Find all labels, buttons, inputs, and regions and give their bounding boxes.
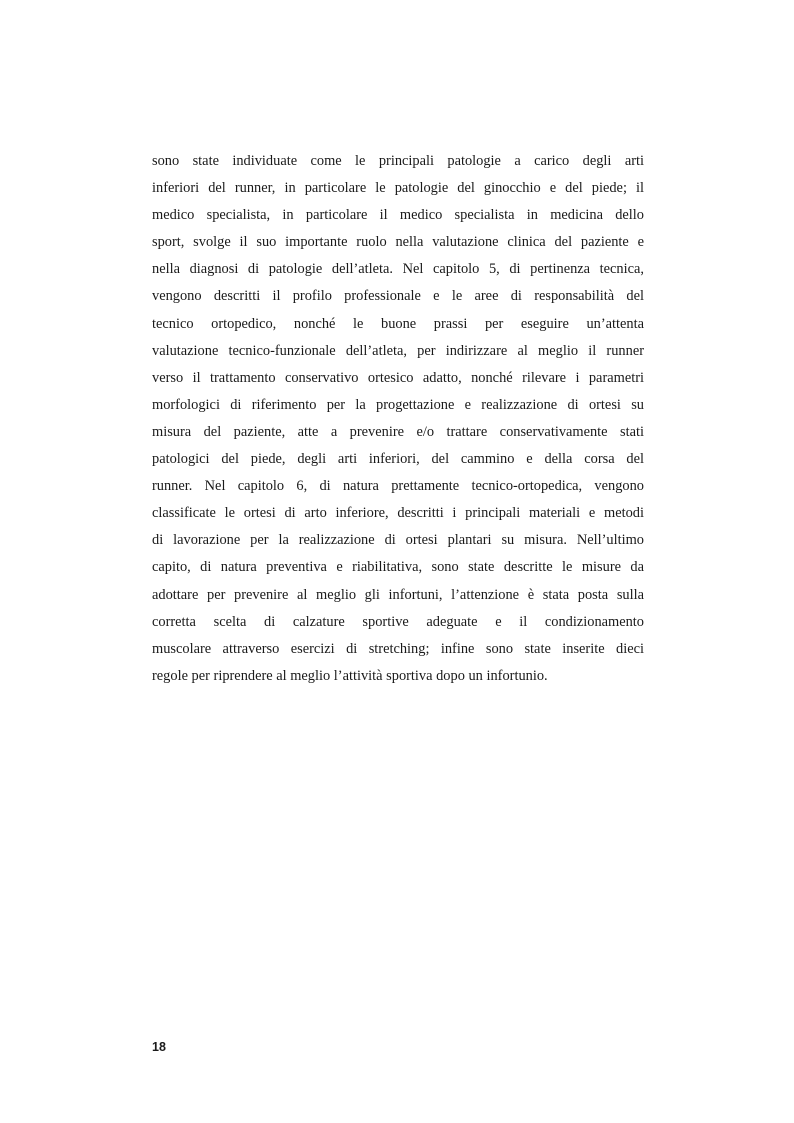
text-line-9: verso il trattamento conservativo ortesico adatto, nonché rilevare i parametri [152, 369, 644, 386]
text-line-18: corretta scelta di calzature sportive adeguate e il condizionamento [152, 613, 644, 630]
text-line-17: adottare per prevenire al meglio gli infortuni, l’attenzione è stata posta sulla [152, 586, 644, 603]
body-paragraph [152, 148, 644, 690]
text-line-14: classificate le ortesi di arto inferiore, descritti i principali materiali e metodi [152, 505, 644, 522]
page-number: 18 [152, 1040, 166, 1054]
text-line-10: morfologici di riferimento per la progettazione e realizzazione di ortesi su [152, 396, 644, 413]
text-line-12: patologici del piede, degli arti inferiori, del cammino e della corsa del [152, 451, 644, 468]
text-line-20: regole per riprendere al meglio l’attività sportiva dopo un infortunio. [152, 667, 548, 684]
text-line-19: muscolare attraverso esercizi di stretching; infine sono state inserite dieci [152, 640, 644, 657]
text-line-6: vengono descritti il profilo professionale e le aree di responsabilità del [152, 288, 644, 305]
text-line-4: sport, svolge il suo importante ruolo nella valutazione clinica del paziente e [152, 234, 644, 251]
text-line-16: capito, di natura preventiva e riabilitativa, sono state descritte le misure da [152, 559, 644, 576]
text-line-13: runner. Nel capitolo 6, di natura prettamente tecnico-ortopedica, vengono [152, 478, 644, 495]
text-line-1: sono state individuate come le principali patologie a carico degli arti [152, 153, 644, 169]
text-line-15: di lavorazione per la realizzazione di ortesi plantari su misura. Nell’ultimo [152, 532, 644, 549]
text-line-3: medico specialista, in particolare il medico specialista in medicina dello [152, 207, 644, 224]
text-line-7: tecnico ortopedico, nonché le buone prassi per eseguire un’attenta [152, 315, 644, 332]
text-line-8: valutazione tecnico-funzionale dell’atleta, per indirizzare al meglio il runner [152, 342, 644, 359]
text-line-5: nella diagnosi di patologie dell’atleta. Nel capitolo 5, di pertinenza tecnica, [152, 261, 644, 278]
text-line-11: misura del paziente, atte a prevenire e/o trattare conservativamente stati [152, 423, 644, 440]
text-line-2: inferiori del runner, in particolare le patologie del ginocchio e del piede; il [152, 180, 644, 197]
